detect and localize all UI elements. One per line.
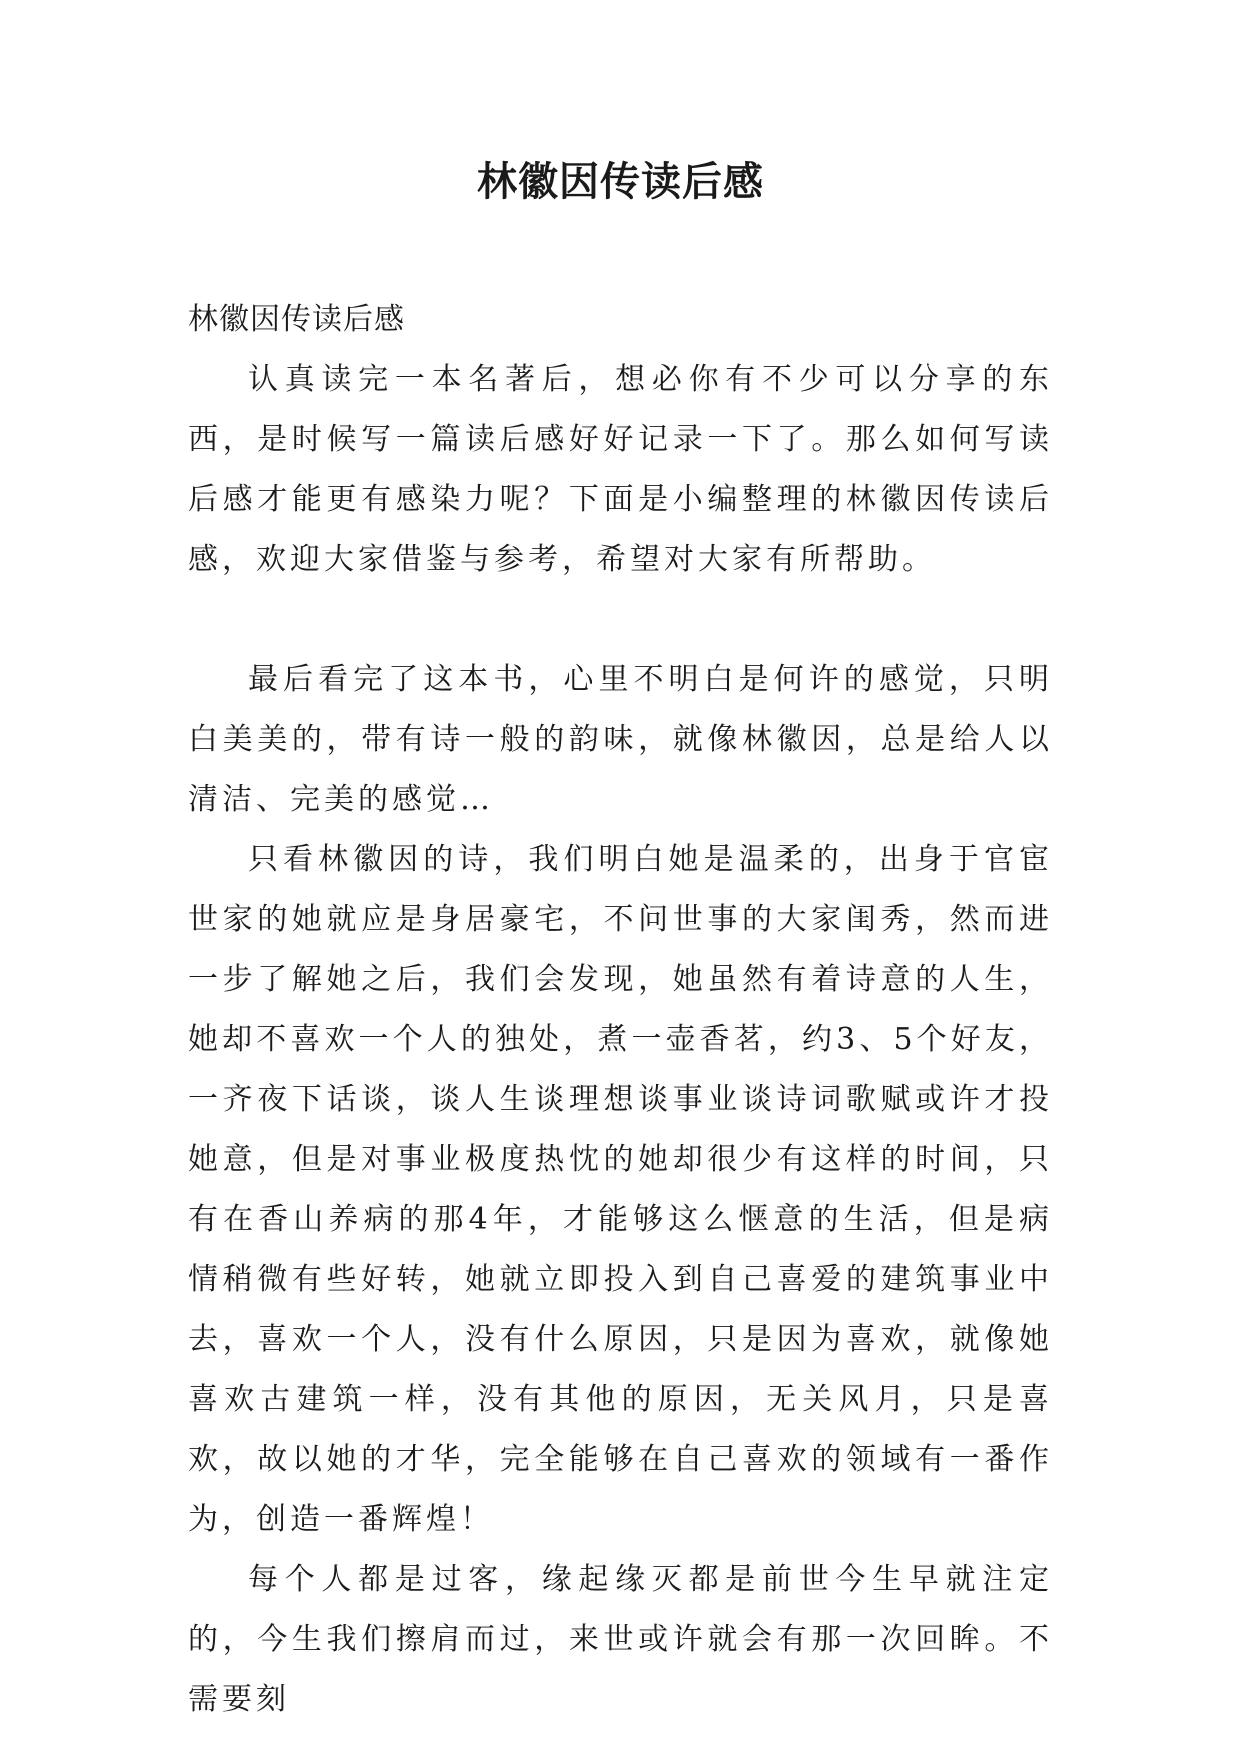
paragraph-intro: 认真读完一本名著后，想必你有不少可以分享的东西，是时候写一篇读后感好好记录一下了。那么如何写读后感才能更有感染力呢？下面是小编整理的林徽因传读后感，欢迎大家借鉴与参考，希望对大家有所帮助。 xyxy=(188,362,1053,577)
document-body xyxy=(188,290,1053,1730)
document-subtitle: 林徽因传读后感 xyxy=(188,302,405,337)
paragraph: 最后看完了这本书，心里不明白是何许的感觉，只明白美美的，带有诗一般的韵味，就像林徽因，总是给人以清洁、完美的感觉… xyxy=(188,662,1053,817)
paragraph: 每个人都是过客，缘起缘灭都是前世今生早就注定的，今生我们擦肩而过，来世或许就会有那一次回眸。不需要刻 xyxy=(188,1562,1053,1717)
paragraph: 只看林徽因的诗，我们明白她是温柔的，出身于官宦世家的她就应是身居豪宅，不问世事的大家闺秀，然而进一步了解她之后，我们会发现，她虽然有着诗意的人生，她却不喜欢一个人的独处，煮一壶香茗，约3、5个好友，一齐夜下话谈，谈人生谈理想谈事业谈诗词歌赋或许才投她意，但是对事业极度热忱的她却很少有这样的时间，只有在香山养病的那4年，才能够这么惬意的生活，但是病情稍微有些好转，她就立即投入到自己喜爱的建筑事业中去，喜欢一个人，没有什么原因，只是因为喜欢，就像她喜欢古建筑一样，没有其他的原因，无关风月，只是喜欢，故以她的才华，完全能够在自己喜欢的领域有一番作为，创造一番辉煌！ xyxy=(188,842,1053,1537)
document-title: 林徽因传读后感 xyxy=(477,159,764,205)
paragraph-gap xyxy=(188,590,1053,650)
